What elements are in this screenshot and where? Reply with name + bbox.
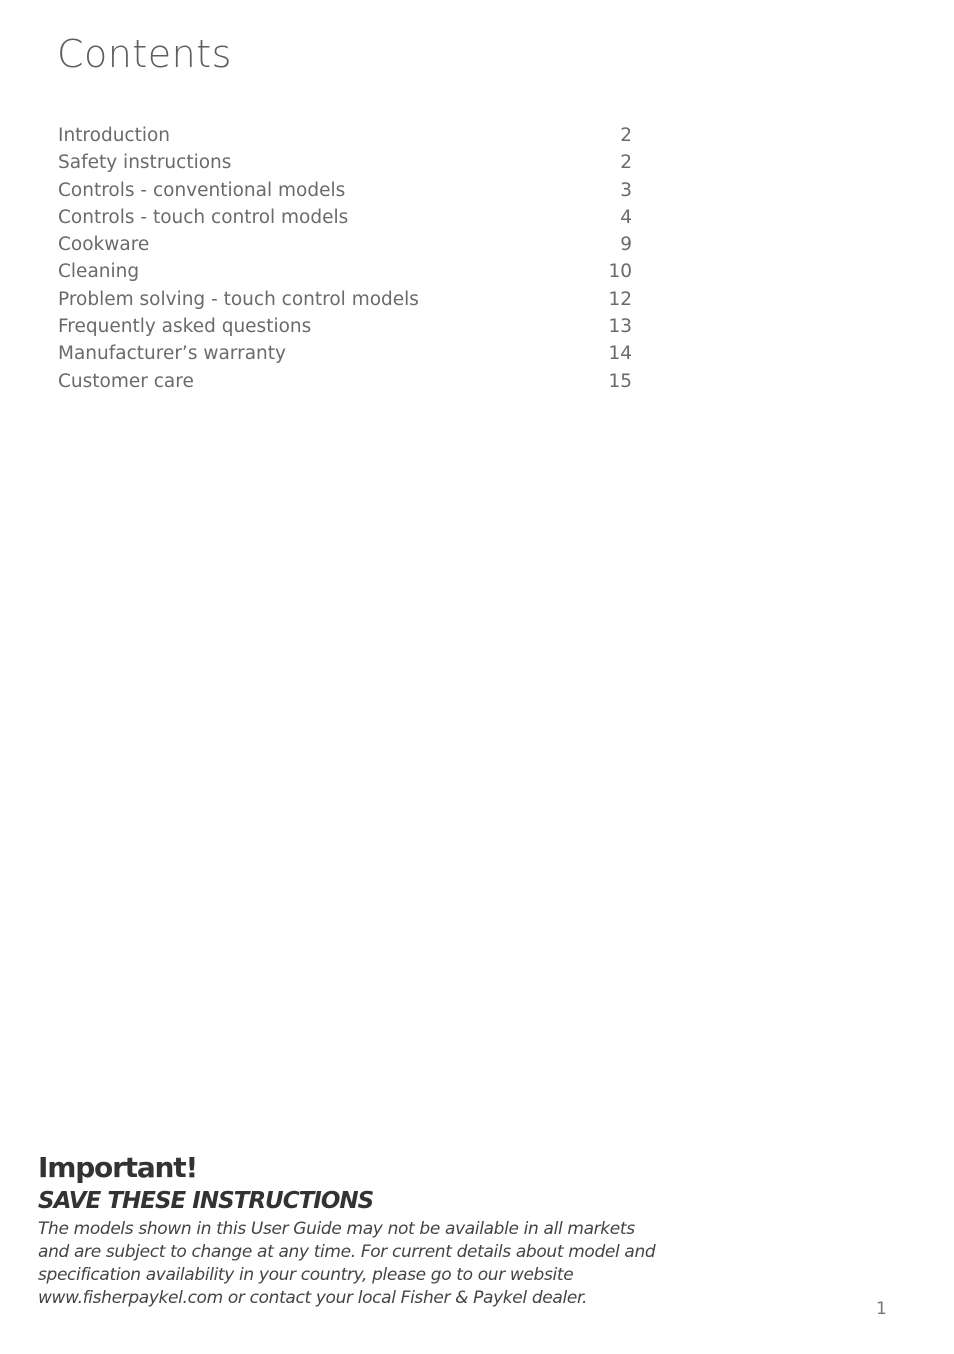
toc-entry-label: Manufacturer’s warranty <box>58 343 286 365</box>
toc-entry-label: Problem solving - touch control models <box>58 288 419 310</box>
toc-entry-page: 14 <box>608 343 632 365</box>
toc-entry-problem-solving[interactable] <box>58 289 632 316</box>
important-heading: Important! <box>38 1151 198 1184</box>
toc-entry-label: Customer care <box>58 370 194 392</box>
toc-entry-label: Cleaning <box>58 261 140 283</box>
toc-entry-page: 9 <box>620 234 632 256</box>
toc-entry-page: 15 <box>608 370 632 392</box>
toc-entry-controls-touch[interactable] <box>58 207 632 234</box>
toc-entry-cookware[interactable] <box>58 234 632 261</box>
toc-entry-label: Controls - touch control models <box>58 206 349 228</box>
toc-entry-faq[interactable] <box>58 316 632 343</box>
toc-entry-page: 2 <box>620 152 632 174</box>
toc-entry-page: 13 <box>608 316 632 338</box>
save-instructions-subheading: SAVE THESE INSTRUCTIONS <box>38 1188 374 1214</box>
page-title: Contents <box>57 32 232 76</box>
toc-entry-label: Introduction <box>58 125 171 146</box>
toc-entry-warranty[interactable] <box>58 343 632 370</box>
toc-entry-customer-care[interactable] <box>58 371 632 398</box>
toc-entry-label: Frequently asked questions <box>58 316 312 338</box>
toc-entry-page: 4 <box>620 206 632 228</box>
toc-entry-page: 3 <box>620 179 632 201</box>
toc-entry-label: Cookware <box>58 234 150 256</box>
toc-entry-introduction[interactable] <box>58 125 632 152</box>
toc-entry-label: Safety instructions <box>58 152 232 174</box>
toc-entry-page: 2 <box>620 125 632 146</box>
page-number: 1 <box>876 1299 887 1319</box>
toc-entry-page: 12 <box>608 288 632 310</box>
toc-entry-cleaning[interactable] <box>58 261 632 288</box>
toc-entry-controls-conventional[interactable] <box>58 180 632 207</box>
toc-entry-label: Controls - conventional models <box>58 179 346 201</box>
toc-entry-safety-instructions[interactable] <box>58 152 632 179</box>
important-notice <box>38 1150 678 1310</box>
important-body-text: The models shown in this User Guide may not be available in all markets and are subject to change at any time. For current details about model and specification availability in your country, please go to our website www.fisherpaykel.com or contact your local Fisher & Paykel dealer. <box>38 1219 656 1308</box>
table-of-contents <box>58 125 632 398</box>
toc-entry-page: 10 <box>608 261 632 283</box>
